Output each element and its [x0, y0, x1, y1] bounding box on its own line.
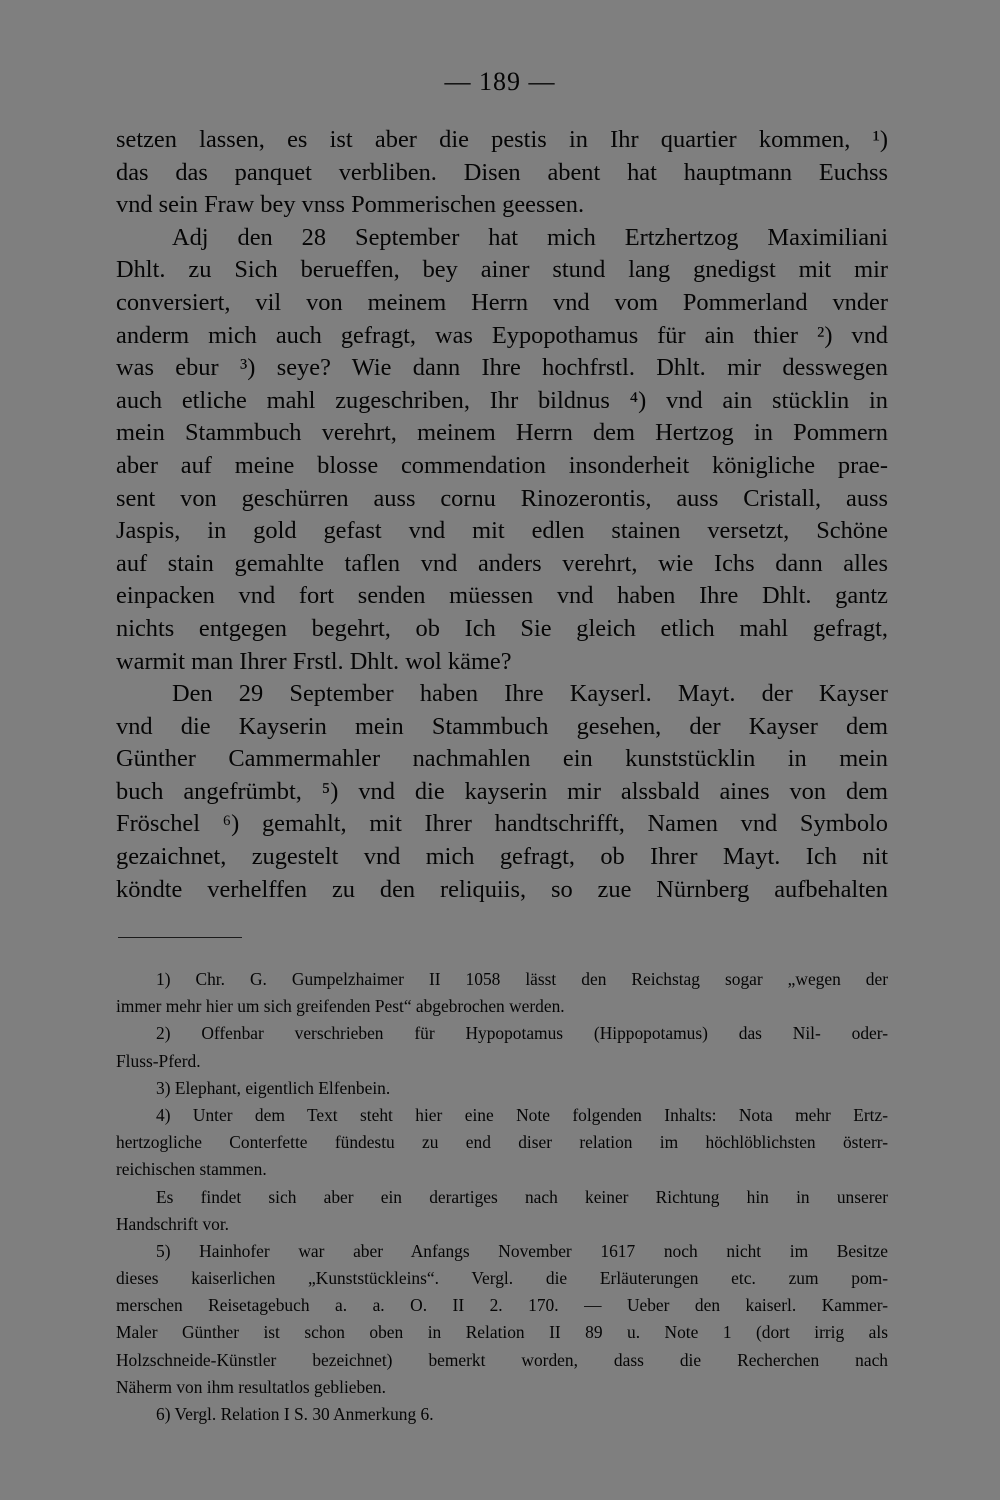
footnote-line: 3) Elephant, eigentlich Elfenbein.: [156, 1077, 391, 1098]
text-line: Den 29 September haben Ihre Kayserl. Mayt. der Kayser: [172, 680, 888, 708]
text-line: buch angefrümbt, ⁵) vnd die kayserin mir alssbald aines von dem: [116, 777, 888, 805]
text-line: setzen lassen, es ist aber die pestis in Ihr quartier kommen, ¹): [116, 126, 888, 153]
text-line: auf stain gemahlte taflen vnd anders verehrt, wie Ichs dann alles: [116, 549, 888, 577]
footnote-line: Handschrift vor.: [116, 1213, 230, 1234]
text-line: mein Stammbuch verehrt, meinem Herrn dem Hertzog in Pommern: [116, 419, 888, 447]
footnote-line: 2) Offenbar verschrieben für Hypopotamus (Hippopotamus) das Nil- oder-: [156, 1023, 888, 1044]
text-line: Jaspis, in gold gefast vnd mit edlen stainen versetzt, Schöne: [116, 517, 888, 545]
text-line: gezaichnet, zugestelt vnd mich gefragt, ob Ihrer Mayt. Ich nit: [116, 843, 888, 871]
footnote-line: dieses kaiserlichen „Kunststückleins“. Vergl. die Erläuterungen etc. zum pom-: [116, 1268, 888, 1289]
footnote-line: Holzschneide-Künstler bezeichnet) bemerkt worden, dass die Recherchen nach: [116, 1349, 888, 1370]
text-line: warmit man Ihrer Frstl. Dhlt. wol käme?: [116, 647, 512, 675]
text-line: Fröschel ⁶) gemahlt, mit Ihrer handtschrifft, Namen vnd Symbolo: [116, 810, 888, 838]
text-line: anderm mich auch gefragt, was Eypopothamus für ain thier ²) vnd: [116, 321, 888, 349]
text-line: einpacken vnd fort senden müessen vnd haben Ihre Dhlt. gantz: [116, 582, 888, 610]
text-line: das das panquet verbliben. Disen abent hat hauptmann Euchss: [116, 158, 888, 186]
footnote-line: 1) Chr. G. Gumpelzhaimer II 1058 lässt den Reichstag sogar „wegen der: [156, 969, 888, 989]
text-line: köndte verhelffen zu den reliquiis, so zue Nürnberg aufbehalten: [116, 875, 888, 903]
footnote-line: merschen Reisetagebuch a. a. O. II 2. 170. — Ueber den kaiserl. Kammer-: [116, 1295, 888, 1316]
text-line: was ebur ³) seye? Wie dann Ihre hochfrstl. Dhlt. mir desswegen: [116, 354, 888, 382]
footnote-line: 4) Unter dem Text steht hier eine Note folgenden Inhalts: Nota mehr Ertz-: [156, 1104, 888, 1125]
text-line: vnd die Kayserin mein Stammbuch gesehen, der Kayser dem: [116, 712, 888, 740]
main-text: [116, 124, 888, 906]
footnote-line: Fluss-Pferd.: [116, 1050, 201, 1071]
text-line: aber auf meine blosse commendation insonderheit königliche prae-: [116, 451, 888, 479]
footnote-divider: [118, 937, 242, 938]
footnote-line: 6) Vergl. Relation I S. 30 Anmerkung 6.: [156, 1404, 434, 1424]
text-line: Adj den 28 September hat mich Ertzhertzog Maximiliani: [172, 223, 888, 251]
footnote-line: Maler Günther ist schon oben in Relation II 89 u. Note 1 (dort irrig als: [116, 1322, 888, 1343]
text-line: conversiert, vil von meinem Herrn vnd vom Pommerland vnder: [116, 288, 888, 316]
footnote-line: reichischen stammen.: [116, 1159, 267, 1180]
footnote-line: Es findet sich aber ein derartiges nach keiner Richtung hin in unserer: [156, 1186, 888, 1207]
text-line: auch etliche mahl zugeschriben, Ihr bildnus ⁴) vnd ain stücklin in: [116, 386, 888, 414]
text-line: nichts entgegen begehrt, ob Ich Sie gleich etlich mahl gefragt,: [116, 614, 888, 642]
text-line: sent von geschürren auss cornu Rinozerontis, auss Cristall, auss: [116, 484, 888, 512]
footnote-line: 5) Hainhofer war aber Anfangs November 1617 noch nicht im Besitze: [156, 1240, 888, 1261]
page-number: — 189 —: [444, 67, 556, 96]
text-line: Dhlt. zu Sich berueffen, bey ainer stund lang gnedigst mit mir: [116, 256, 888, 284]
text-line: vnd sein Fraw bey vnss Pommerischen geessen.: [116, 191, 585, 219]
footnote-line: Näherm von ihm resultatlos geblieben.: [116, 1376, 386, 1397]
footnote-line: hertzogliche Conterfette fündestu zu end diser relation im höchlöblichsten österr-: [116, 1132, 888, 1153]
text-line: Günther Cammermahler nachmahlen ein kunststücklin in mein: [116, 745, 888, 773]
footnotes: [116, 966, 888, 1428]
footnote-line: immer mehr hier um sich greifenden Pest“ abgebrochen werden.: [116, 996, 565, 1017]
